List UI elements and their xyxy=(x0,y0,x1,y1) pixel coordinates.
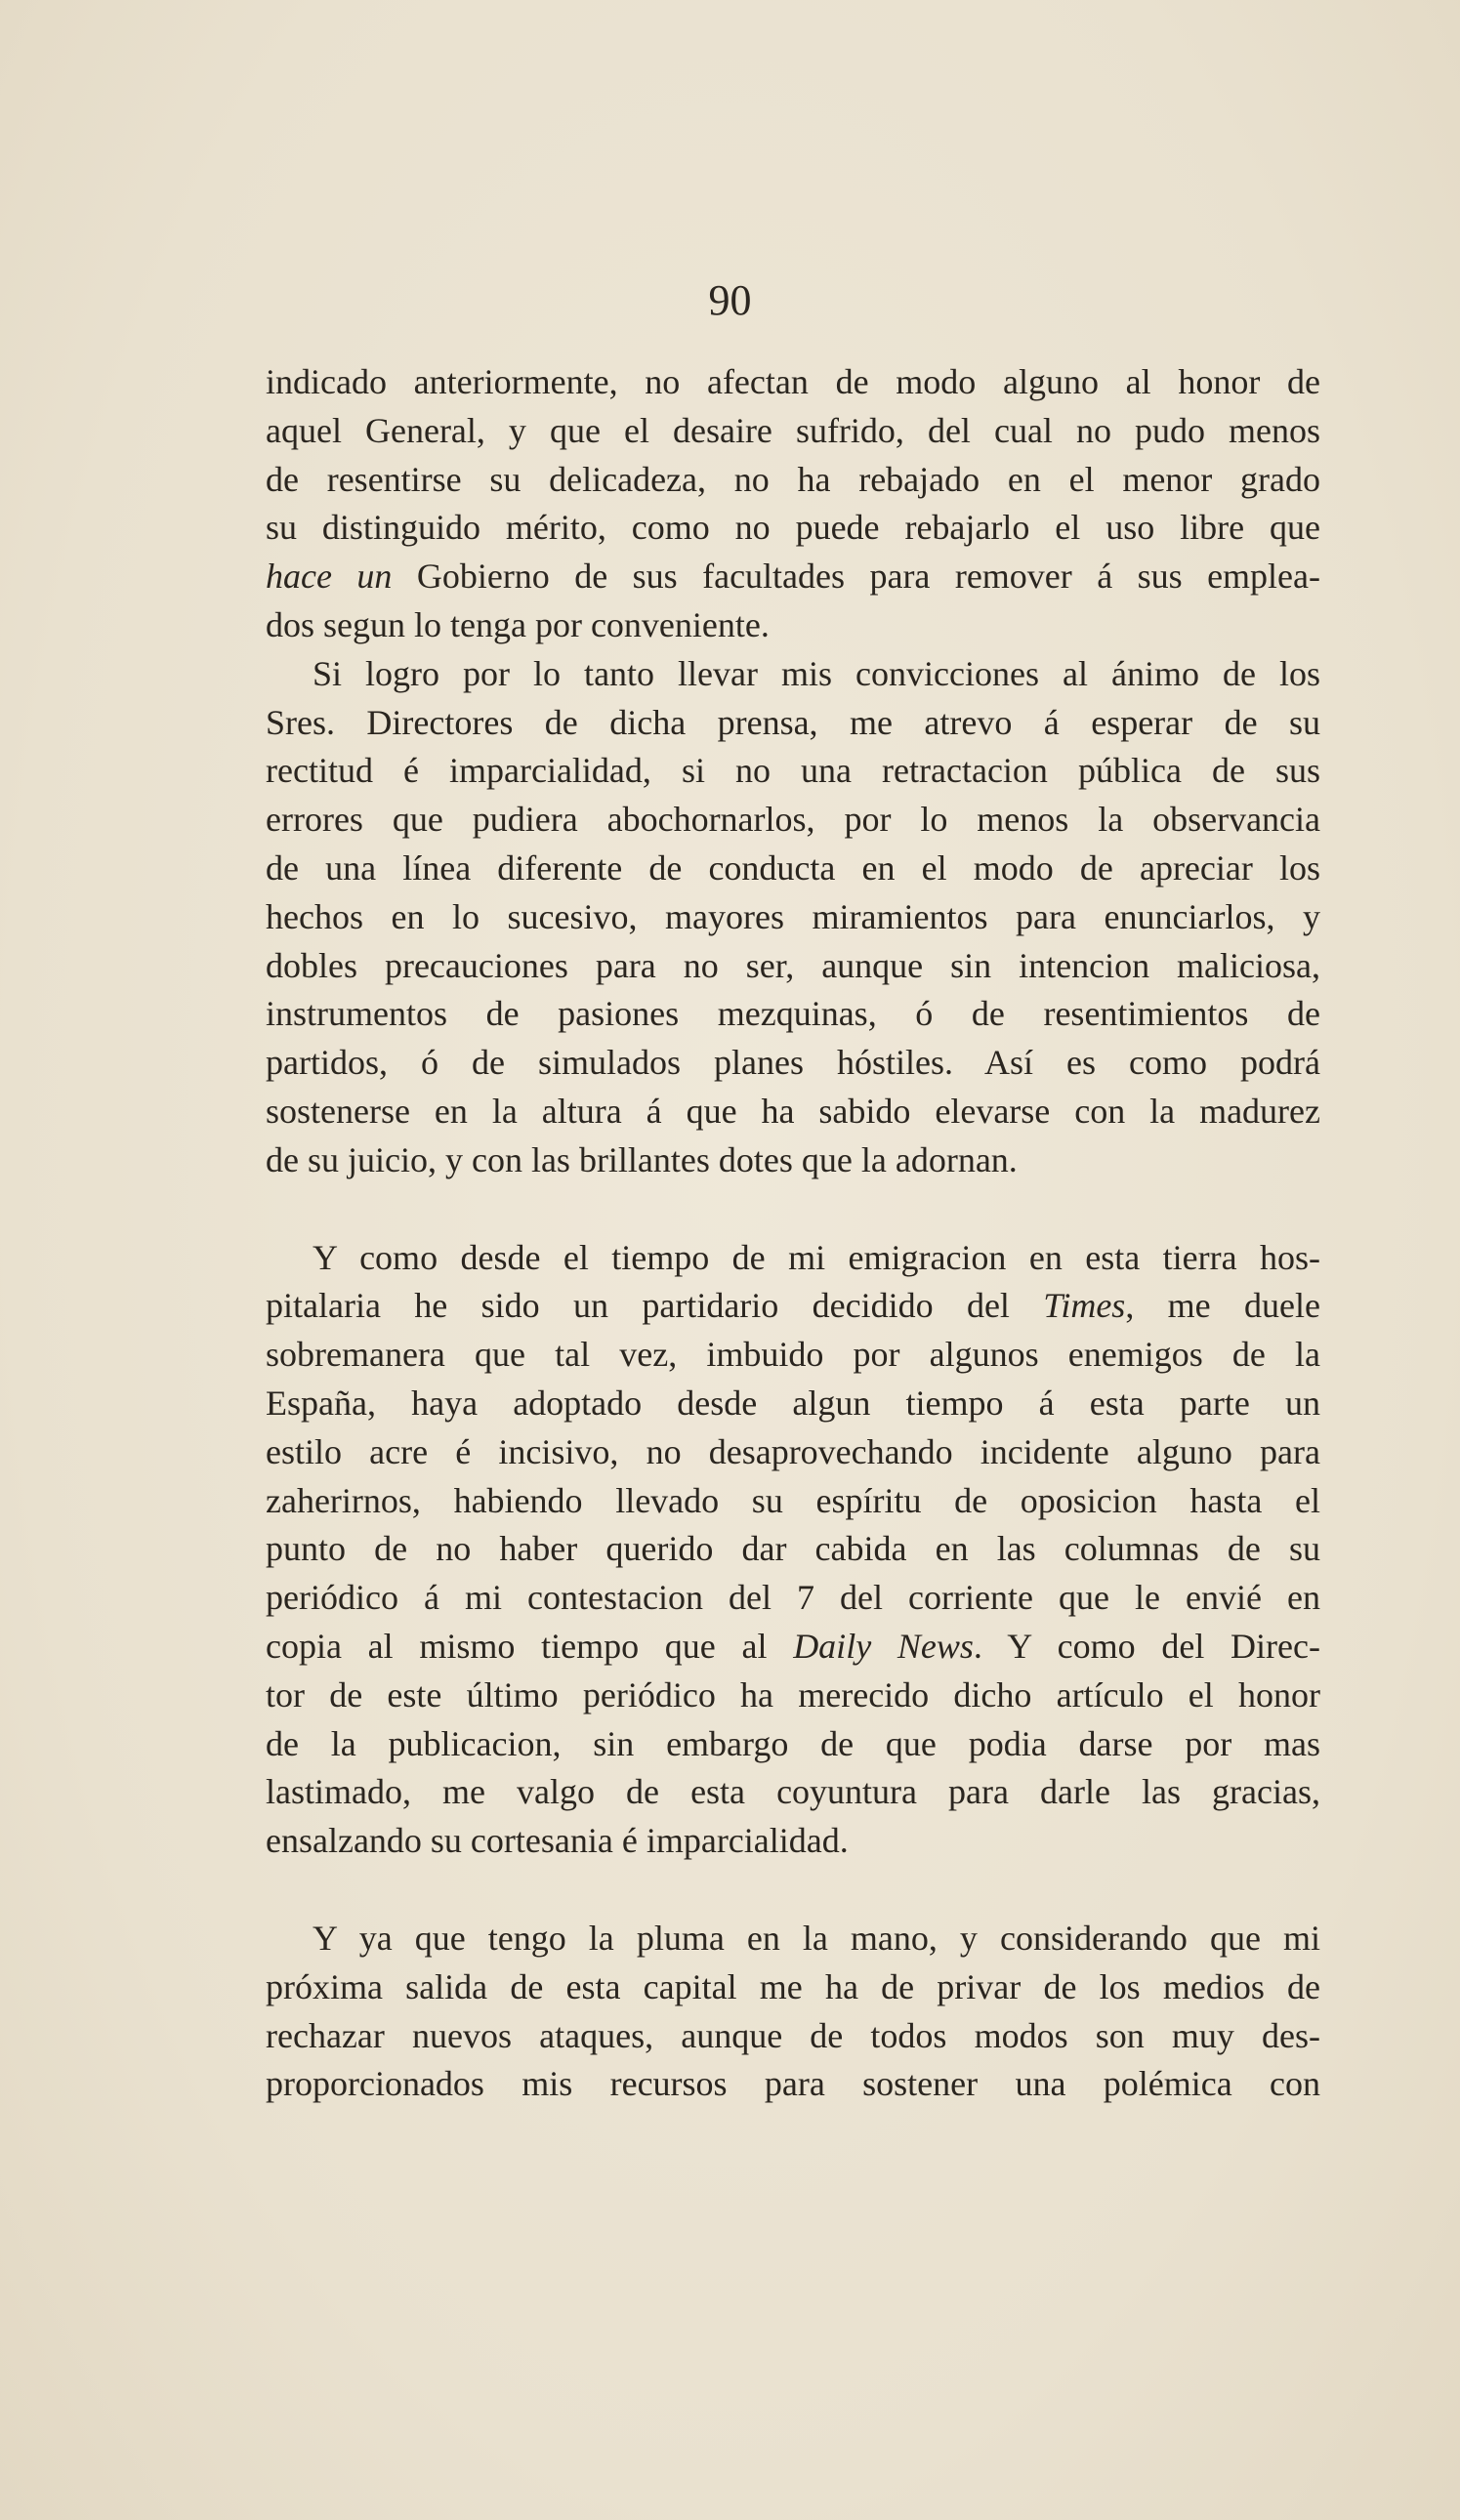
body-text xyxy=(266,358,1320,2109)
text-line: lastimado, me valgo de esta coyuntura para darle las gracias, xyxy=(266,1772,1320,1812)
text-line: estilo acre é incisivo, no desaprovechando incidente alguno para xyxy=(266,1431,1320,1471)
text-line: rechazar nuevos ataques, aunque de todos modos son muy des- xyxy=(266,2015,1320,2055)
text-line: zaherirnos, habiendo llevado su espíritu de oposicion hasta el xyxy=(266,1480,1320,1520)
paragraph-2 xyxy=(266,650,1320,1185)
text-line: errores que pudiera abochornarlos, por lo menos la observancia xyxy=(266,800,1320,840)
paragraph-gap xyxy=(266,1185,1320,1234)
text-line: aquel General, y que el desaire sufrido, del cual no pudo menos xyxy=(266,410,1320,450)
text-line: dos segun lo tenga por conveniente. xyxy=(266,604,770,644)
paragraph-3 xyxy=(266,1234,1320,1866)
text-line: de una línea diferente de conducta en el modo de apreciar los xyxy=(266,847,1320,888)
text-line: rectitud é imparcialidad, si no una retractacion pública de sus xyxy=(266,751,1320,791)
text-line: Sres. Directores de dicha prensa, me atrevo á esperar de su xyxy=(266,702,1320,742)
text-line: sostenerse en la altura á que ha sabido elevarse con la madurez xyxy=(266,1091,1320,1131)
text-line: España, haya adoptado desde algun tiempo á esta parte un xyxy=(266,1383,1320,1423)
text-line: Si logro por lo tanto llevar mis convicciones al ánimo de los xyxy=(313,653,1320,693)
paragraph-1 xyxy=(266,358,1320,650)
text-line: Y como desde el tiempo de mi emigracion en esta tierra hos- xyxy=(313,1237,1320,1277)
text-line: pitalaria he sido un partidario decidido del Times, me duele xyxy=(266,1286,1320,1326)
text-line: proporcionados mis recursos para sostener una polémica con xyxy=(266,2064,1320,2104)
text-line: su distinguido mérito, como no puede rebajarlo el uso libre que xyxy=(266,508,1320,548)
text-line: de resentirse su delicadeza, no ha rebajado en el menor grado xyxy=(266,459,1320,499)
text-line: de la publicacion, sin embargo de que podia darse por mas xyxy=(266,1723,1320,1763)
text-line: hace un Gobierno de sus facultades para remover á sus emplea- xyxy=(266,557,1321,597)
text-line: Y ya que tengo la pluma en la mano, y considerando que mi xyxy=(313,1918,1320,1958)
text-line: dobles precauciones para no ser, aunque sin intencion maliciosa, xyxy=(266,945,1320,985)
page-number: 90 xyxy=(708,276,752,324)
paragraph-gap xyxy=(266,1866,1320,1915)
text-line: sobremanera que tal vez, imbuido por algunos enemigos de la xyxy=(266,1335,1320,1375)
text-line: copia al mismo tiempo que al Daily News. Y como del Direc- xyxy=(266,1626,1320,1666)
text-line: ensalzando su cortesania é imparcialidad. xyxy=(266,1821,849,1861)
text-line: indicado anteriormente, no afectan de modo alguno al honor de xyxy=(266,362,1320,401)
text-line: instrumentos de pasiones mezquinas, ó de resentimientos de xyxy=(266,994,1320,1034)
text-line: partidos, ó de simulados planes hóstiles. Así es como podrá xyxy=(266,1043,1320,1083)
text-line: tor de este último periódico ha merecido dicho artículo el honor xyxy=(266,1674,1320,1714)
text-line: periódico á mi contestacion del 7 del corriente que le envié en xyxy=(266,1578,1320,1618)
paragraph-4 xyxy=(266,1915,1320,2109)
text-line: de su juicio, y con las brillantes dotes que la adornan. xyxy=(266,1139,1018,1179)
text-line: punto de no haber querido dar cabida en las columnas de su xyxy=(266,1529,1320,1569)
text-line: próxima salida de esta capital me ha de privar de los medios de xyxy=(266,1966,1320,2006)
text-line: hechos en lo sucesivo, mayores miramientos para enunciarlos, y xyxy=(266,896,1320,936)
